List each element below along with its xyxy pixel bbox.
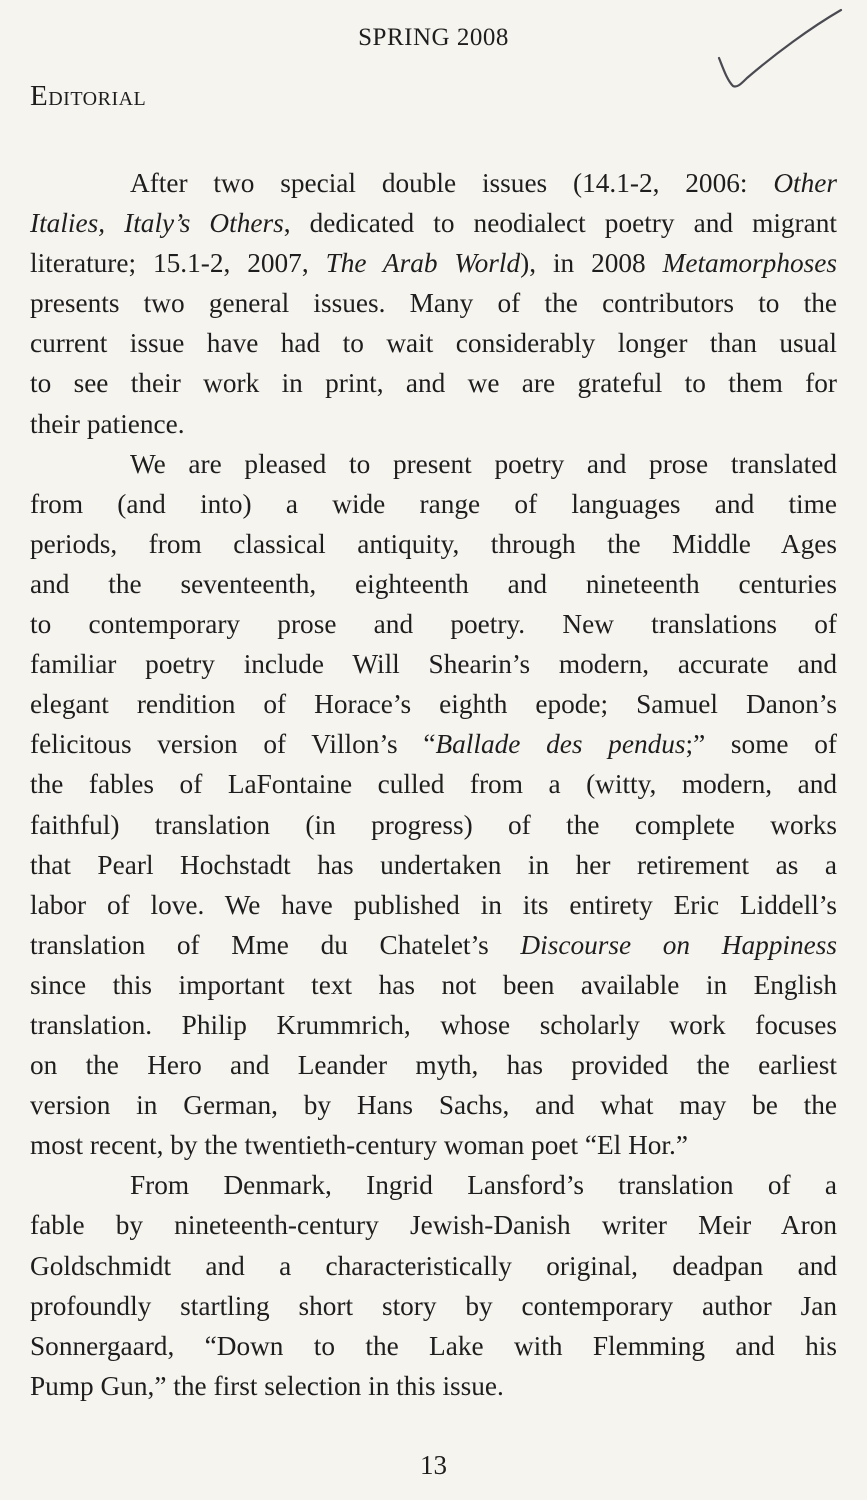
editorial-body: [30, 163, 837, 1406]
text-run: , dedicated to neodialect poetry and migrant: [283, 208, 837, 239]
running-head: SPRING 2008: [358, 24, 509, 51]
text-run: translation of Mme du Chatelet’s: [30, 929, 521, 960]
text-line: [30, 1246, 837, 1286]
text-run: After two special double issues (14.1-2, 2006:: [130, 168, 774, 198]
text-line: [30, 283, 837, 323]
text-run: literature; 15.1-2, 2007,: [30, 248, 326, 279]
text-run: translation. Philip Krummrich, whose scholarly work focuses: [30, 1009, 837, 1040]
text-run: version in German, by Hans Sachs, and what may be the: [30, 1090, 837, 1121]
text-line: [30, 203, 837, 243]
text-run: on the Hero and Leander myth, has provided the earliest: [30, 1050, 837, 1081]
italic-title: Ballade des pendus: [435, 729, 686, 760]
text-line: [30, 1125, 837, 1165]
text-line: [30, 925, 837, 965]
text-line: [30, 524, 837, 564]
text-run: Goldschmidt and a characteristically original, deadpan and: [30, 1250, 837, 1281]
text-line: [30, 564, 837, 604]
text-line: [30, 1005, 837, 1045]
text-run: From Denmark, Ingrid Lansford’s translation of a: [130, 1170, 837, 1201]
text-line: [30, 444, 837, 484]
text-line: [30, 404, 837, 444]
text-line: [30, 1045, 837, 1085]
text-line: [30, 604, 837, 644]
text-run: most recent, by the twentieth-century woman poet “El Hor.”: [30, 1130, 688, 1161]
text-line: [30, 1366, 837, 1406]
italic-title: Other: [773, 168, 837, 198]
text-run: from (and into) a wide range of languages and time: [30, 488, 837, 519]
italic-title: Metamorphoses: [662, 248, 837, 279]
text-line: [30, 163, 837, 203]
text-run: that Pearl Hochstadt has undertaken in her retirement as a: [30, 849, 837, 880]
text-line: [30, 1326, 837, 1366]
text-run: labor of love. We have published in its entirety Eric Liddell’s: [30, 889, 837, 920]
text-line: [30, 363, 837, 403]
section-title: Editorial: [30, 80, 147, 112]
text-run: periods, from classical antiquity, through the Middle Ages: [30, 528, 837, 559]
text-run: We are pleased to present poetry and prose translated: [130, 448, 837, 479]
italic-title: Italies, Italy’s Others: [30, 208, 284, 239]
text-run: to contemporary prose and poetry. New translations of: [30, 609, 837, 640]
text-line: [30, 805, 837, 845]
text-line: [30, 1085, 837, 1125]
paragraph: [30, 444, 837, 1166]
text-run: ), in 2008: [520, 248, 663, 279]
paragraph: [30, 163, 837, 444]
page-number: 13: [420, 1450, 447, 1480]
italic-title: The Arab World: [325, 248, 521, 279]
text-line: [30, 1205, 837, 1245]
text-run: felicitous version of Villon’s “: [30, 729, 436, 760]
text-run: to see their work in print, and we are grateful to them for: [30, 368, 837, 399]
text-line: [30, 1286, 837, 1326]
text-line: [30, 1165, 837, 1205]
text-line: [30, 965, 837, 1005]
text-run: since this important text has not been available in English: [30, 969, 837, 1000]
text-line: [30, 484, 837, 524]
text-line: [30, 684, 837, 724]
text-run: and the seventeenth, eighteenth and nineteenth centuries: [30, 568, 837, 599]
text-line: [30, 885, 837, 925]
text-line: [30, 724, 837, 764]
text-run: profoundly startling short story by contemporary author Jan: [30, 1290, 837, 1321]
paragraph: [30, 1165, 837, 1406]
text-run: the fables of LaFontaine culled from a (witty, modern, and: [30, 769, 837, 800]
text-run: Pump Gun,” the first selection in this issue.: [30, 1370, 504, 1401]
text-run: elegant rendition of Horace’s eighth epode; Samuel Danon’s: [30, 689, 837, 720]
text-run: current issue have had to wait considerably longer than usual: [30, 328, 837, 359]
text-run: faithful) translation (in progress) of the complete works: [30, 809, 837, 840]
text-run: Sonnergaard, “Down to the Lake with Flemming and his: [30, 1330, 837, 1361]
text-run: fable by nineteenth-century Jewish-Danish writer Meir Aron: [30, 1210, 837, 1241]
checkmark-icon: [715, 6, 845, 96]
text-line: [30, 243, 837, 283]
text-run: familiar poetry include Will Shearin’s modern, accurate and: [30, 649, 837, 680]
italic-title: Discourse on Happiness: [520, 929, 837, 960]
text-run: presents two general issues. Many of the contributors to the: [30, 288, 837, 319]
text-line: [30, 845, 837, 885]
text-run: their patience.: [30, 408, 185, 439]
text-run: ;” some of: [685, 729, 837, 760]
text-line: [30, 644, 837, 684]
text-line: [30, 323, 837, 363]
text-line: [30, 764, 837, 804]
